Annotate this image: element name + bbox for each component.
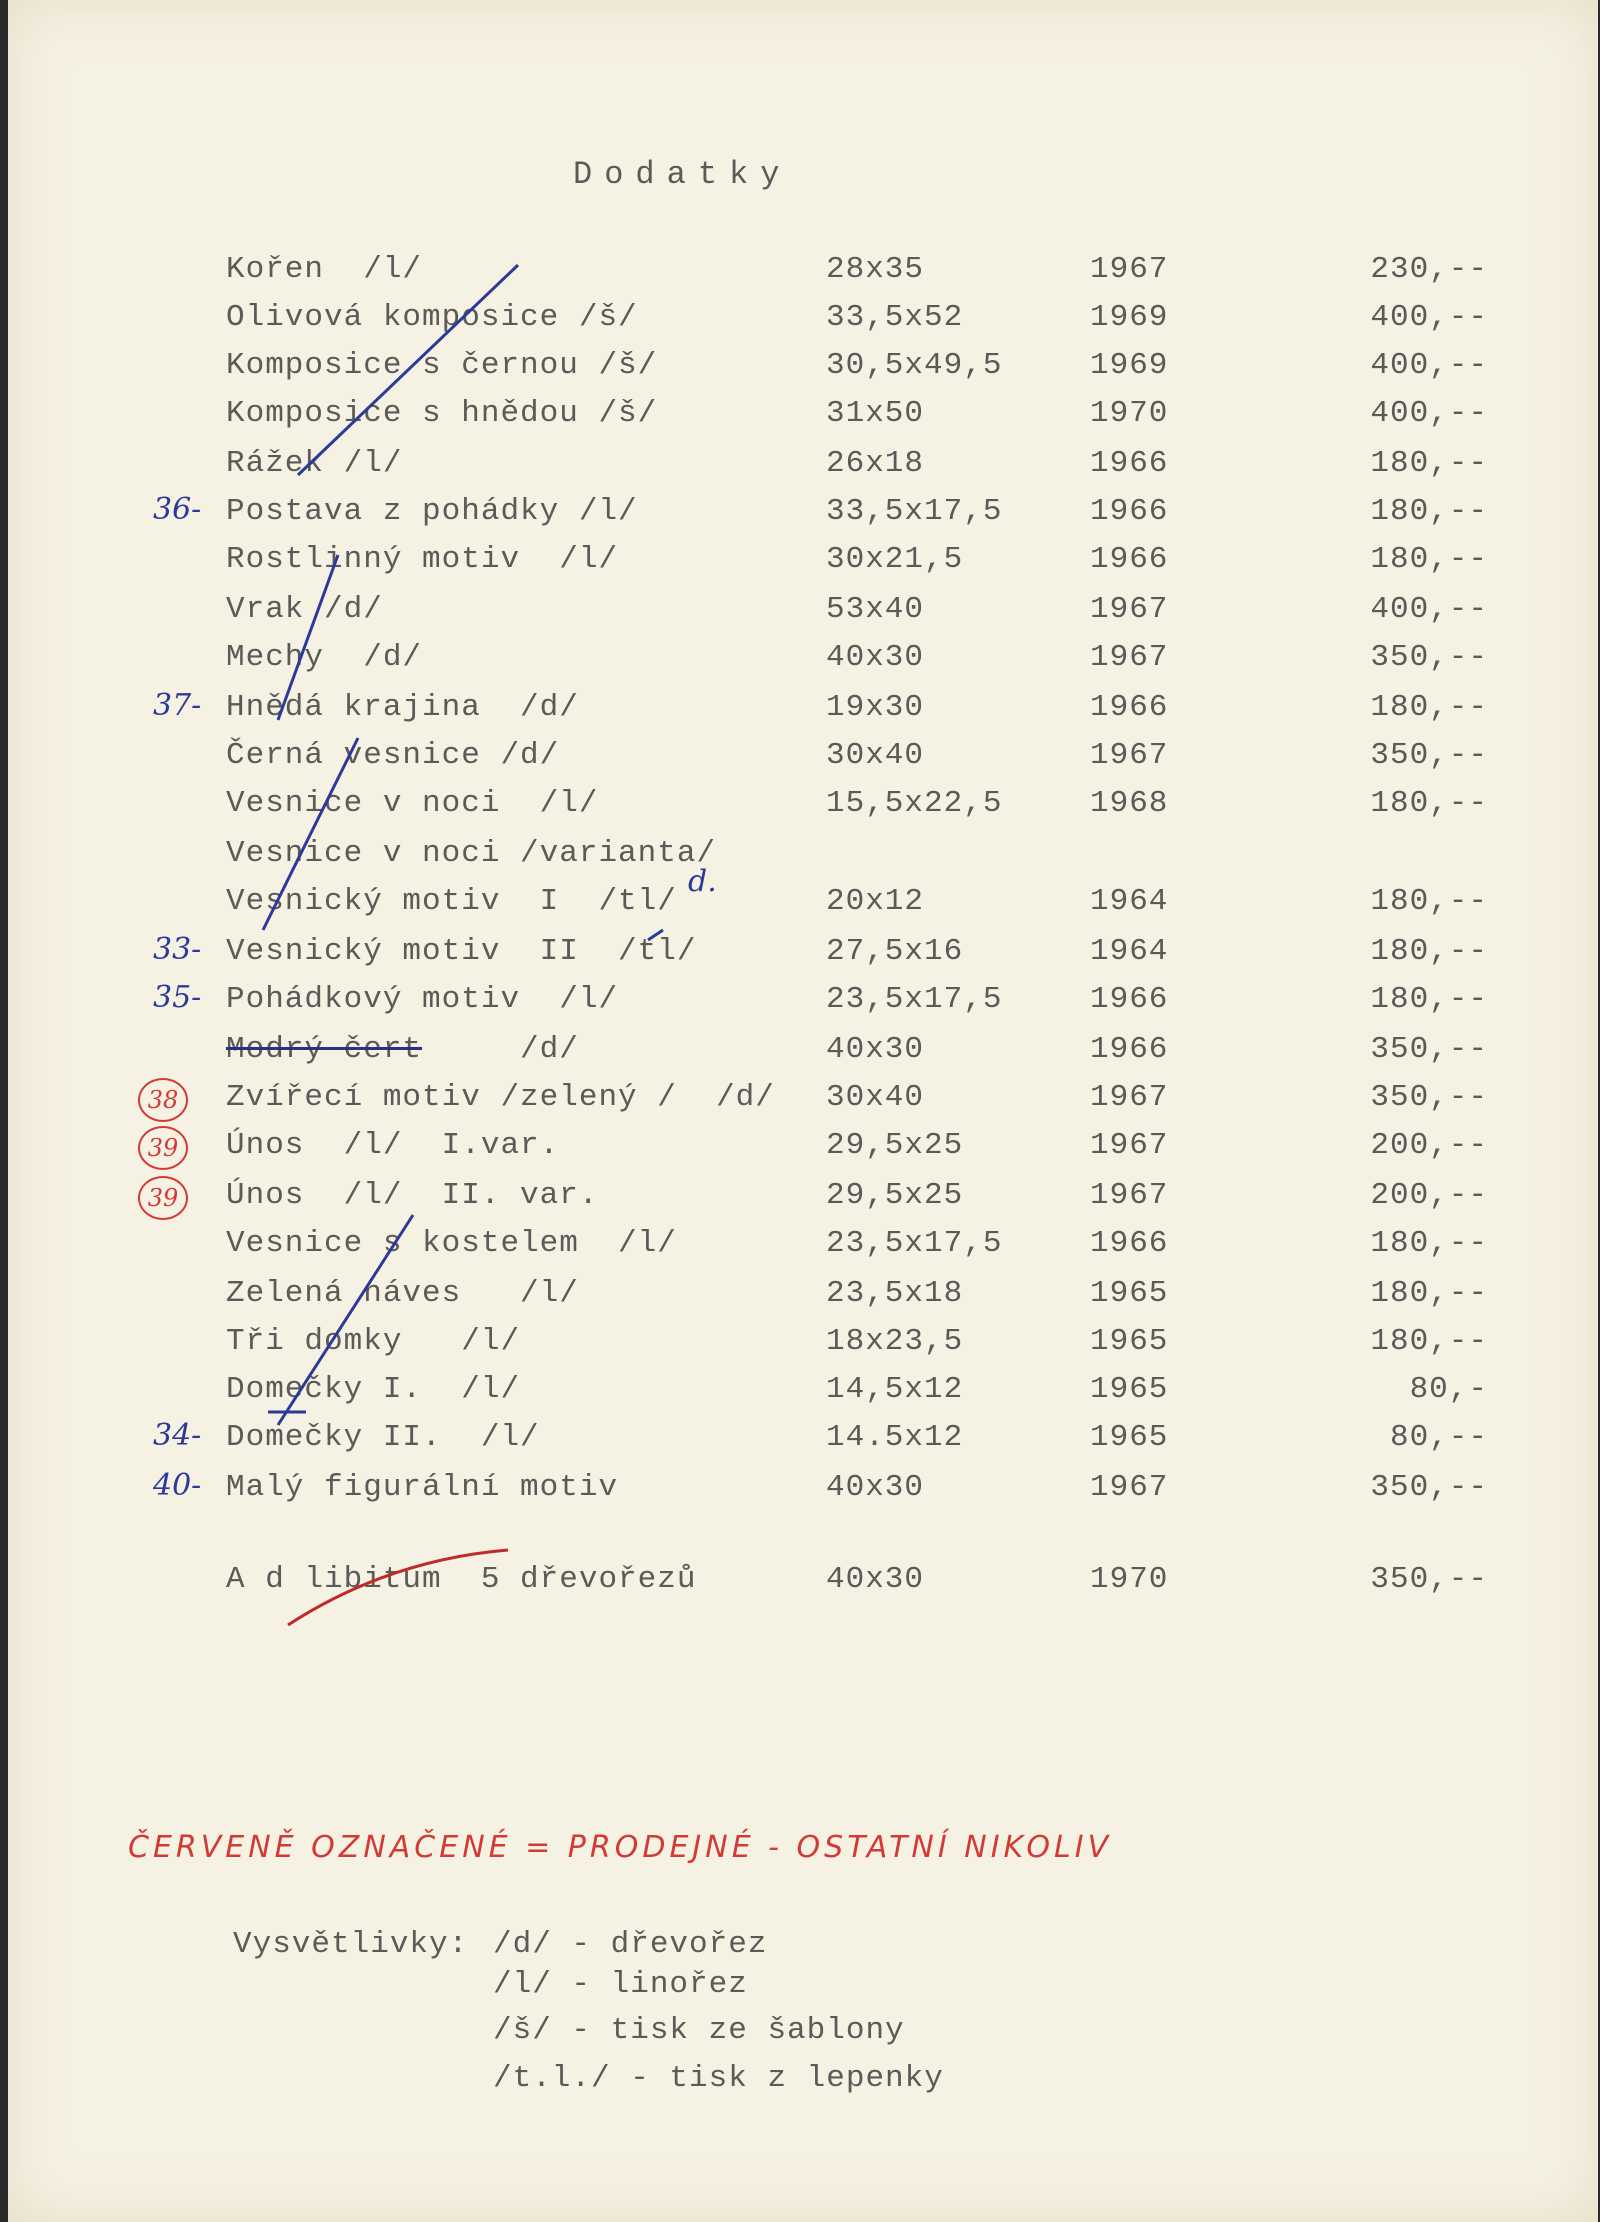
artwork-title: Olivová komposice /š/ [226,300,638,335]
artwork-price: 80,-- [1389,1420,1488,1455]
red-circled-number: 38 [138,1078,188,1122]
artwork-size: 19x30 [826,690,925,725]
artwork-title: Černá vesnice /d/ [226,738,560,773]
artwork-row [8,540,1598,588]
artwork-year: 1967 [1090,738,1169,773]
artwork-year: 1966 [1090,494,1169,529]
artwork-size: 28x35 [826,252,925,287]
artwork-size: 30x40 [826,738,925,773]
legend-label: Vysvětlivky: [233,1927,469,1962]
artwork-row [8,1030,1598,1078]
page-title: Dodatky [573,156,792,193]
artwork-year: 1967 [1090,1178,1169,1213]
artwork-year: 1964 [1090,934,1169,969]
artwork-title: Zelená náves /l/ [226,1276,579,1311]
artwork-size: 30x40 [826,1080,925,1115]
artwork-year: 1969 [1090,300,1169,335]
artwork-size: 30,5x49,5 [826,348,1003,383]
artwork-row [8,444,1598,492]
artwork-price: 350,-- [1370,738,1488,773]
artwork-title: Únos /l/ II. var. [226,1178,599,1213]
artwork-year: 1967 [1090,252,1169,287]
artwork-size: 33,5x17,5 [826,494,1003,529]
document-page [8,0,1598,2222]
artwork-title: Kořen /l/ [226,252,423,287]
legend-line: /d/ - dřevořez [493,1927,768,1962]
artwork-size: 27,5x16 [826,934,964,969]
artwork-title: Únos /l/ I.var. [226,1128,560,1163]
artwork-row [8,784,1598,832]
extra-row [8,1560,1598,1608]
artwork-size: 40x30 [826,1032,925,1067]
artwork-size: 53x40 [826,592,925,627]
artwork-row [8,834,1598,882]
artwork-title: Vrak /d/ [226,592,383,627]
artwork-year: 1965 [1090,1420,1169,1455]
artwork-price: 350,-- [1370,1080,1488,1115]
artwork-row [8,1370,1598,1418]
artwork-year: 1968 [1090,786,1169,821]
artwork-row [8,1078,1598,1126]
artwork-size: 15,5x22,5 [826,786,1003,821]
artwork-size: 14,5x12 [826,1372,964,1407]
red-handwritten-note: ČERVENĚ OZNAČENÉ = PRODEJNÉ - OSTATNÍ NIKOLIV [128,1830,1113,1865]
artwork-year: 1966 [1090,690,1169,725]
artwork-price: 180,-- [1370,1276,1488,1311]
blue-handwritten-number: 35- [153,980,202,1015]
artwork-row [8,250,1598,298]
artwork-row [8,1176,1598,1224]
artwork-price: 400,-- [1370,300,1488,335]
legend-line: /š/ - tisk ze šablony [493,2013,905,2048]
artwork-size: 31x50 [826,396,925,431]
artwork-price: 350,-- [1370,1470,1488,1505]
artwork-price: 180,-- [1370,494,1488,529]
artwork-year: 1966 [1090,542,1169,577]
blue-handwritten-number: 37- [153,688,202,723]
artwork-title: Pohádkový motiv /l/ [226,982,619,1017]
artwork-price: 80,- [1409,1372,1488,1407]
artwork-size: 18x23,5 [826,1324,964,1359]
artwork-year: 1967 [1090,1080,1169,1115]
blue-handwritten-annotation: d. [688,864,717,899]
legend-line: /t.l./ - tisk z lepenky [493,2061,944,2096]
artwork-title: Modrý čert /d/ [226,1032,579,1067]
artwork-title: Rostlinný motiv /l/ [226,542,619,577]
artwork-row [8,1468,1598,1516]
artwork-size: 29,5x25 [826,1178,964,1213]
artwork-row [8,1418,1598,1466]
artwork-title: Malý figurální motiv [226,1470,619,1505]
artwork-price: 350,-- [1370,1032,1488,1067]
artwork-year: 1970 [1090,396,1169,431]
artwork-row [8,346,1598,394]
artwork-year: 1965 [1090,1372,1169,1407]
blue-handwritten-number: 33- [153,932,202,967]
artwork-row [8,590,1598,638]
artwork-price: 180,-- [1370,690,1488,725]
artwork-year: 1966 [1090,1226,1169,1261]
artwork-title: Postava z pohádky /l/ [226,494,638,529]
artwork-size: 14.5x12 [826,1420,964,1455]
artwork-size: 40x30 [826,1470,925,1505]
artwork-size: 40x30 [826,640,925,675]
artwork-price: 350,-- [1370,640,1488,675]
artwork-price: 180,-- [1370,786,1488,821]
artwork-title: Komposice s hnědou /š/ [226,396,658,431]
artwork-price: 400,-- [1370,396,1488,431]
artwork-title: Vesnice v noci /varianta/ [226,836,717,871]
artwork-price: 180,-- [1370,934,1488,969]
artwork-price: 200,-- [1370,1128,1488,1163]
red-circled-number: 39 [138,1176,188,1220]
artwork-year: 1967 [1090,640,1169,675]
artwork-title: Vesnice v noci /l/ [226,786,599,821]
artwork-title: Mechy /d/ [226,640,423,675]
artwork-size: 26x18 [826,446,925,481]
artwork-size: 23,5x17,5 [826,1226,1003,1261]
artwork-price: 400,-- [1370,348,1488,383]
artwork-row [8,1126,1598,1174]
artwork-row [8,1322,1598,1370]
artwork-price: 230,-- [1370,252,1488,287]
artwork-title: Domečky II. /l/ [226,1420,540,1455]
artwork-size: 29,5x25 [826,1128,964,1163]
artwork-size: 23,5x17,5 [826,982,1003,1017]
extra-size: 40x30 [826,1562,925,1597]
artwork-size: 23,5x18 [826,1276,964,1311]
artwork-year: 1966 [1090,446,1169,481]
artwork-row [8,736,1598,784]
extra-title: A d libitum 5 dřevořezů [226,1562,697,1597]
artwork-title: Vesnice s kostelem /l/ [226,1226,677,1261]
artwork-title: Domečky I. /l/ [226,1372,521,1407]
blue-handwritten-number: 34- [153,1418,202,1453]
artwork-year: 1967 [1090,1128,1169,1163]
artwork-year: 1966 [1090,982,1169,1017]
artwork-row [8,932,1598,980]
artwork-year: 1966 [1090,1032,1169,1067]
artwork-row [8,864,1598,930]
artwork-title: Tři domky /l/ [226,1324,521,1359]
artwork-row [8,688,1598,736]
artwork-year: 1965 [1090,1324,1169,1359]
artwork-row [8,980,1598,1028]
artwork-price: 180,-- [1370,542,1488,577]
artwork-row [8,1224,1598,1272]
artwork-price: 200,-- [1370,1178,1488,1213]
artwork-year: 1965 [1090,1276,1169,1311]
artwork-year: 1967 [1090,592,1169,627]
artwork-row [8,1274,1598,1322]
artwork-size: 30x21,5 [826,542,964,577]
blue-handwritten-number: 36- [153,492,202,527]
blue-handwritten-number: 40- [153,1468,202,1503]
extra-price: 350,-- [1370,1562,1488,1597]
artwork-row [8,394,1598,442]
artwork-row [8,492,1598,540]
artwork-price: 180,-- [1370,1226,1488,1261]
artwork-title: Zvířecí motiv /zelený / /d/ [226,1080,775,1115]
artwork-title: Vesnický motiv I /tl/ [226,884,677,919]
artwork-year: 1967 [1090,1470,1169,1505]
artwork-price: 180,-- [1370,1324,1488,1359]
artwork-price: 180,-- [1370,982,1488,1017]
artwork-title: Hnědá krajina /d/ [226,690,579,725]
artwork-size: 20x12 [826,884,925,919]
artwork-title: Komposice s černou /š/ [226,348,658,383]
artwork-title: Vesnický motiv II /tl/ [226,934,697,969]
artwork-row [8,638,1598,686]
extra-year: 1970 [1090,1562,1169,1597]
artwork-price: 180,-- [1370,446,1488,481]
artwork-year: 1964 [1090,884,1169,919]
artwork-price: 400,-- [1370,592,1488,627]
artwork-row [8,298,1598,346]
legend-line: /l/ - linořez [493,1967,748,2002]
artwork-year: 1969 [1090,348,1169,383]
red-circled-number: 39 [138,1126,188,1170]
artwork-title: Rážek /l/ [226,446,403,481]
artwork-size: 33,5x52 [826,300,964,335]
struck-text: Modrý čert [226,1032,423,1067]
artwork-price: 180,-- [1370,884,1488,919]
